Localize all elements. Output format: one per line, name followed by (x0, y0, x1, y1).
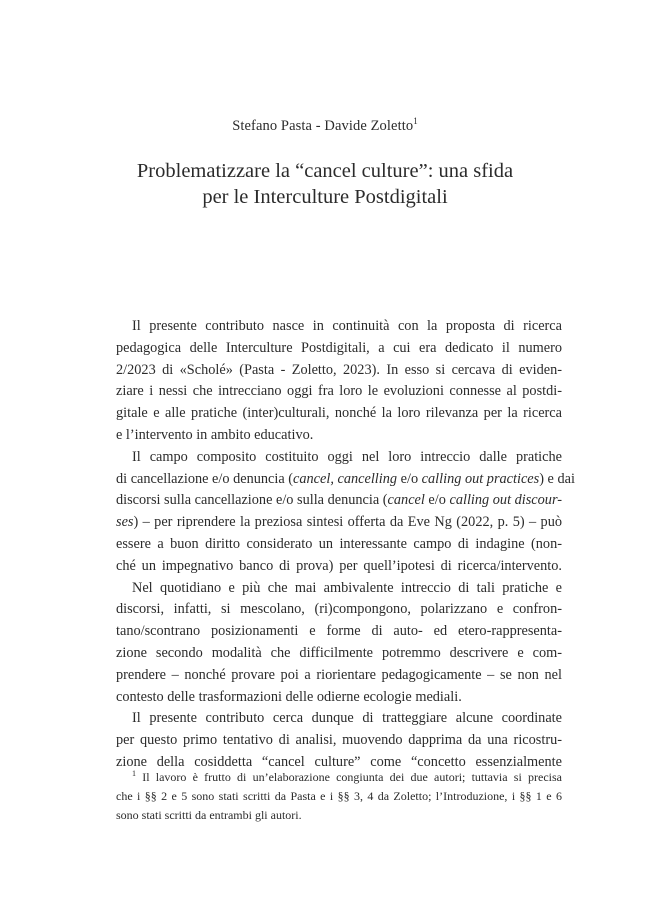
text-line: ses) – per riprendere la preziosa sintesi offerta da Eve Ng (2022, p. 5) – può (116, 514, 562, 531)
text-line: Il presente contributo cerca dunque di tratteggiare alcune coordinate (132, 710, 562, 727)
title-line-2: per le Interculture Postdigitali (202, 186, 448, 208)
title-line-1: Problematizzare la “cancel culture”: una sfida (136, 160, 514, 182)
text-line: 2/2023 di «Scholé» (Pasta - Zoletto, 2023). In esso si cercava di eviden- (116, 361, 562, 378)
text-line: Il presente contributo nasce in continuità con la proposta di ricerca (132, 318, 562, 334)
author-names: Stefano Pasta - Davide Zoletto (232, 118, 414, 134)
text-line: prendere – nonché provare poi a riorientare pedagogicamente – se non nel (116, 666, 562, 683)
paragraph-3 (116, 578, 562, 709)
author-footnote-marker[interactable]: 1 (413, 116, 418, 126)
footnote-line: che i §§ 2 e 5 sono stati scritti da Pasta e i §§ 3, 4 da Zoletto; l’Introduzione, i §§ 1 e 6 (116, 789, 562, 803)
text-line: zione della cosiddetta “cancel culture” come “concetto essenzialmente (116, 753, 562, 770)
footnote (116, 764, 562, 825)
paragraph-2 (116, 447, 575, 578)
text-line: di cancellazione e/o denuncia (cancel, cancelling e/o calling out practices) e dai (116, 470, 575, 487)
text-line: Il campo composito costituito oggi nel loro intreccio dalle pratiche (132, 448, 562, 465)
text-line: discorsi sulla cancellazione e/o sulla denuncia (cancel e/o calling out discour- (116, 492, 562, 509)
text-line: e l’intervento in ambito educativo. (116, 426, 314, 443)
text-line: ziare i nessi che intrecciano oggi fra loro le evoluzioni connesse al postdi- (116, 383, 562, 400)
text-line: zione secondo modalità che difficilmente potremmo descrivere e com- (116, 644, 562, 661)
footnote-marker: 1 (132, 769, 136, 778)
author-line (0, 116, 650, 135)
text-line: ché un impegnativo banco di prova) per quell’ipotesi di ricerca/intervento. (116, 557, 562, 574)
text-line: tano/scontrano posizionamenti e forme di auto- ed etero-rappresenta- (116, 623, 562, 640)
text-line: contesto delle trasformazioni delle odierne ecologie mediali. (116, 688, 462, 705)
text-line: Nel quotidiano e più che mai ambivalente intreccio di tali pratiche e (132, 579, 562, 596)
text-line: pedagogica delle Interculture Postdigitali, a cui era dedicato il numero (116, 339, 562, 356)
text-line: gitale e alle pratiche (inter)culturali, nonché la loro rilevanza per la ricerca (116, 405, 562, 422)
text-line: per questo primo tentativo di analisi, muovendo dapprima da una ricostru- (116, 732, 562, 749)
text-line: essere a buon diritto considerato un interessante campo di indagine (non- (116, 535, 562, 552)
text-line: discorsi, infatti, si mescolano, (ri)compongono, polarizzano e confron- (116, 601, 562, 618)
paragraph-1 (116, 316, 562, 447)
footnote-line: sono stati scritti da entrambi gli autori. (116, 808, 302, 822)
footnote-line: $^1$ Il lavoro è frutto di un’elaborazione congiunta dei due autori; tuttavia si precisa (132, 769, 562, 784)
body-text (116, 316, 575, 774)
article-title (0, 158, 650, 210)
